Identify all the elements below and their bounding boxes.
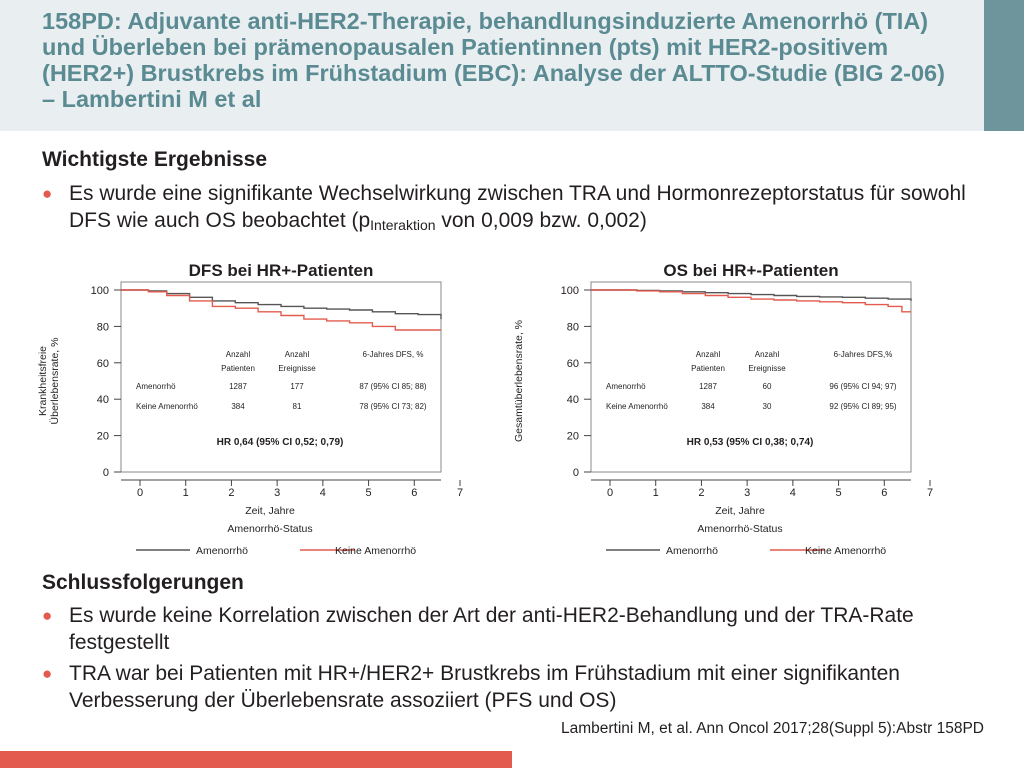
dfs-chart-svg [30,255,464,565]
chart0-x-tick-label: 5 [365,487,372,499]
chart0-table-row-events: 81 [292,402,302,411]
chart0-x-axis-label: Zeit, Jahre [245,505,295,517]
bullet-dot-icon: ● [42,664,53,683]
chart1-table-col3-head: 6-Jahres DFS,% [833,350,893,359]
chart0-y-tick-label: 60 [96,357,109,370]
chart0-x-tick-label: 6 [411,487,418,499]
chart0-table-row-rate: 87 (95% CI 85; 88) [359,382,427,391]
bullet-dot-icon: ● [42,184,53,203]
chart1-x-tick-label: 4 [789,487,796,499]
chart1-table-row-patients: 384 [701,402,715,411]
chart0-table-row-label: Keine Amenorrhö [136,402,198,411]
chart0-table-col3-head: 6-Jahres DFS, % [362,350,424,359]
bullet-dot-icon: ● [42,606,53,625]
chart1-x-tick-label: 5 [835,487,842,499]
chart1-legend-label-1: Amenorrhö [666,545,718,557]
chart0-x-tick-label: 0 [136,487,144,499]
chart0-x-tick-label: 1 [182,487,189,499]
chart0-y-axis-label: Krankheitsfreie [37,345,49,417]
conclusion-text-2: TRA war bei Patienten mit HR+/HER2+ Brustkrebs im Frühstadium mit einer signifikanten Verbesserung der Überlebensrate assoziiert (PFS und OS) [69,662,900,712]
os-chart-svg [500,255,934,565]
chart1-y-tick-label: 60 [566,357,579,370]
chart0-x-tick-label: 3 [274,487,281,499]
chart0-legend-label-1: Amenorrhö [196,545,248,557]
interaction-subscript: Interaktion [370,216,436,233]
conclusions-heading: Schlussfolgerungen [42,571,244,594]
chart1-hazard-ratio: HR 0,53 (95% CI 0,38; 0,74) [686,437,814,448]
chart0-x-tick-label: 2 [228,487,235,499]
chart0-table-col2-head: Anzahl [284,350,310,359]
chart0-legend-label-2: Keine Amenorrhö [335,545,417,557]
chart0-series-line-2 [121,290,441,330]
chart1-table-col2-subhead: Ereignisse [748,364,786,373]
chart1-table-col2-head: Anzahl [754,350,780,359]
chart1-title: OS bei HR+-Patienten [663,261,839,280]
chart0-y-tick-label: 20 [96,430,109,443]
slide-title: 158PD: Adjuvante anti-HER2-Therapie, behandlungsinduzierte Amenorrhö (TIA) und Überleben bei prämenopausalen Patientinnen (pts) mit HER2-positivem (HER2+) Brustkrebs im Frühstadium (EBC): Analyse der ALTTO-Studie (BIG 2-06) – Lambertini M et al [42,8,945,112]
chart1-table-row-rate: 96 (95% CI 94; 97) [829,382,897,391]
chart1-legend-title: Amenorrhö-Status [697,523,783,535]
citation: Lambertini M, et al. Ann Oncol 2017;28(Suppl 5):Abstr 158PD [560,720,984,737]
chart1-x-tick-label: 1 [652,487,659,499]
conclusion-text-1: Es wurde keine Korrelation zwischen der Art der anti-HER2-Behandlung und der TRA-Rate festgestellt [69,604,914,654]
chart1-y-tick-label: 0 [572,467,579,479]
chart0-legend-title: Amenorrhö-Status [227,523,313,535]
chart1-table-row-events: 30 [762,402,772,411]
chart1-table-col1-subhead: Patienten [691,364,725,373]
chart0-table-row-events: 177 [290,382,304,391]
chart0-y-tick-label: 0 [102,467,109,479]
chart0-table-col2-subhead: Ereignisse [278,364,316,373]
footer-accent-bar [0,751,512,768]
chart0-table-col1-subhead: Patienten [221,364,255,373]
dfs-chart [30,255,464,565]
chart0-table-row-rate: 78 (95% CI 73; 82) [359,402,427,411]
chart1-table-row-patients: 1287 [699,382,717,391]
chart1-table-row-label: Keine Amenorrhö [606,402,668,411]
chart1-y-tick-label: 40 [566,394,579,407]
chart0-table-row-patients: 1287 [229,382,247,391]
chart1-y-tick-label: 100 [560,285,579,297]
chart1-x-tick-label: 2 [698,487,705,499]
results-heading: Wichtigste Ergebnisse [42,148,268,171]
results-bullet-text: Es wurde eine signifikante Wechselwirkung zwischen TRA und Hormonrezeptorstatus für sowohl DFS wie auch OS beobachtet (p [69,182,966,232]
chart1-table-row-label: Amenorrhö [606,382,646,391]
chart0-x-tick-label: 7 [456,487,464,499]
chart1-legend-label-2: Keine Amenorrhö [805,545,887,557]
chart0-y-tick-label: 40 [96,394,109,407]
chart1-x-axis-label: Zeit, Jahre [715,505,765,517]
chart1-table-row-events: 60 [762,382,772,391]
chart1-x-tick-label: 3 [744,487,751,499]
chart1-y-tick-label: 80 [566,321,579,334]
chart1-x-tick-label: 0 [606,487,614,499]
chart1-y-axis-label: Gesamtüberlebensrate, % [513,320,525,442]
chart0-hazard-ratio: HR 0,64 (95% CI 0,52; 0,79) [216,437,344,448]
chart1-x-tick-label: 6 [881,487,888,499]
chart0-y-tick-label: 100 [90,285,109,297]
chart0-y-axis-label: Überlebensrate, % [49,337,61,425]
results-bullet-text-end: von 0,009 bzw. 0,002) [435,208,647,232]
chart1-y-tick-label: 20 [566,430,579,443]
header-accent-block [984,0,1024,131]
chart1-x-tick-label: 7 [926,487,934,499]
chart0-x-tick-label: 4 [319,487,326,499]
chart0-table-row-patients: 384 [231,402,245,411]
chart1-table-row-rate: 92 (95% CI 89; 95) [829,402,897,411]
chart0-table-row-label: Amenorrhö [136,382,176,391]
chart0-table-col1-head: Anzahl [225,350,251,359]
chart1-table-col1-head: Anzahl [695,350,721,359]
chart0-y-tick-label: 80 [96,321,109,334]
os-chart [500,255,934,565]
chart0-title: DFS bei HR+-Patienten [188,261,374,280]
